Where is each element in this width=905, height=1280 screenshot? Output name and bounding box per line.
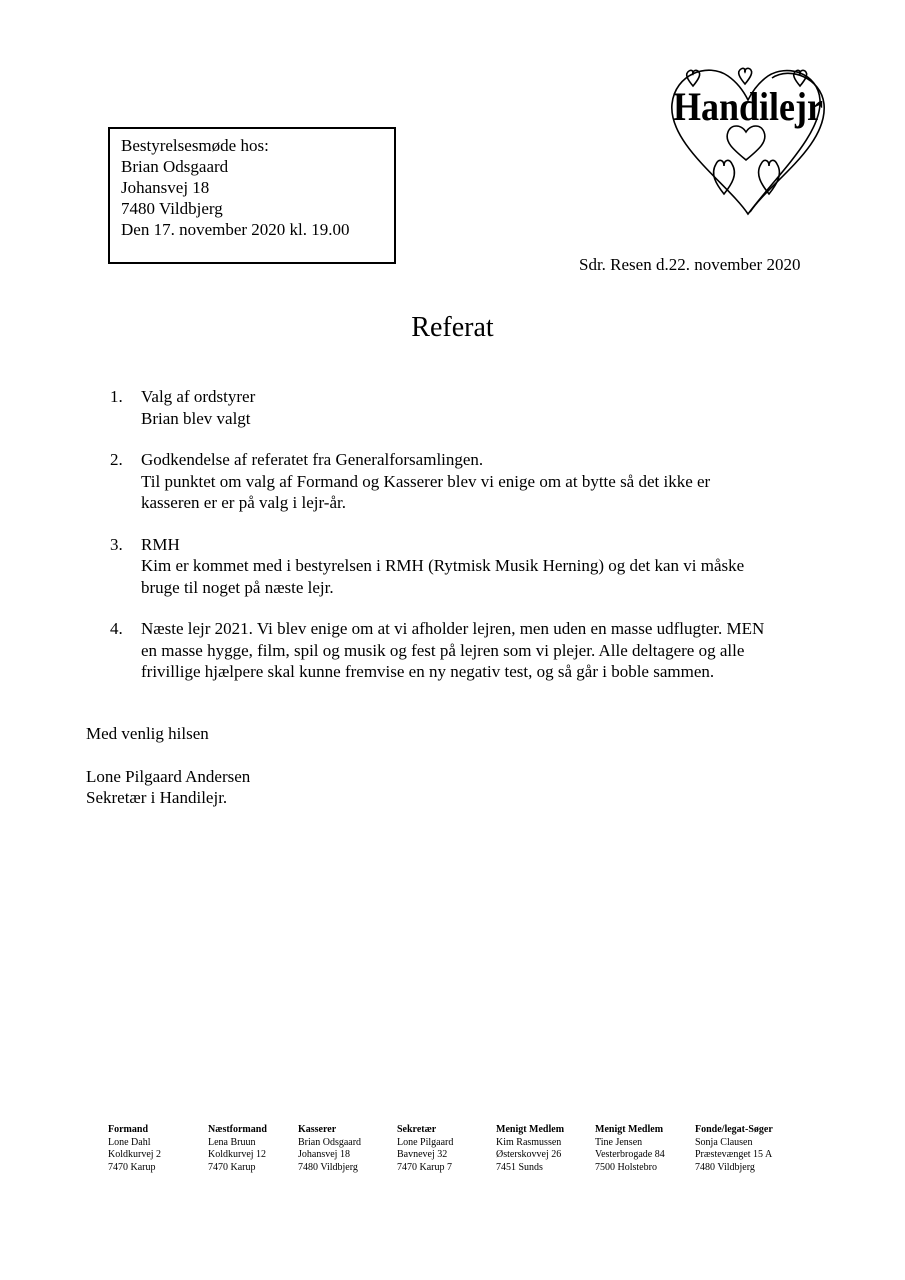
board-member-street: Koldkurvej 2 xyxy=(108,1149,162,1160)
address-line: Bestyrelsesmøde hos: xyxy=(121,136,269,155)
agenda-item xyxy=(110,449,815,514)
board-member-role: Sekretær xyxy=(397,1124,437,1135)
agenda-item-line: kasseren er er på valg i lejr-år. xyxy=(141,493,346,512)
board-member-city: 7470 Karup 7 xyxy=(397,1161,452,1173)
board-member-city: 7470 Karup xyxy=(108,1161,156,1173)
board-member-role: Formand xyxy=(108,1124,148,1135)
board-member-name: Lena Bruun xyxy=(208,1136,256,1148)
agenda-item-number: 2. xyxy=(110,450,123,469)
agenda-item-line: Til punktet om valg af Formand og Kasserer blev vi enige om at bytte så det ikke er xyxy=(141,471,711,491)
board-member-name: Lone Dahl xyxy=(108,1136,151,1148)
address-line: 7480 Vildbjerg xyxy=(121,199,223,218)
meeting-address-box xyxy=(108,127,396,264)
board-members-footer xyxy=(108,1124,808,1184)
closing-block xyxy=(86,723,250,809)
board-member-city: 7500 Holstebro xyxy=(595,1161,657,1173)
board-member-role: Kasserer xyxy=(298,1124,337,1135)
document-date: Sdr. Resen d.22. november 2020 xyxy=(579,255,801,274)
board-member-city: 7480 Vildbjerg xyxy=(298,1161,358,1173)
page-title: Referat xyxy=(411,312,494,343)
agenda-item xyxy=(110,618,815,683)
agenda-list xyxy=(110,386,815,703)
agenda-item-line: bruge til noget på næste lejr. xyxy=(141,577,334,597)
board-member-street: Koldkurvej 12 xyxy=(208,1149,267,1160)
board-member-name: Lone Pilgaard xyxy=(397,1136,454,1148)
board-member xyxy=(695,1124,773,1174)
board-member-name: Tine Jensen xyxy=(595,1136,643,1148)
board-member-city: 7451 Sunds xyxy=(496,1161,543,1173)
agenda-item xyxy=(110,386,815,429)
board-member-role: Fonde/legat-Søger xyxy=(695,1124,773,1135)
agenda-item-line: RMH xyxy=(141,534,180,554)
board-member xyxy=(496,1124,564,1174)
address-line: Brian Odsgaard xyxy=(121,157,229,176)
agenda-item-number: 4. xyxy=(110,619,123,638)
agenda-item-line: en masse hygge, film, spil og musik og fest på lejren som vi plejer. Alle deltagere og alle xyxy=(141,640,745,660)
agenda-item-line: frivillige hjælpere skal kunne fremvise en ny negativ test, og så går i boble sammen. xyxy=(141,662,715,681)
board-member xyxy=(397,1124,453,1174)
agenda-item-line: Brian blev valgt xyxy=(141,408,251,428)
signature-name: Lone Pilgaard Andersen xyxy=(86,766,251,786)
signature-position: Sekretær i Handilejr. xyxy=(86,788,228,807)
hearts-logo-icon xyxy=(668,64,828,216)
board-member xyxy=(298,1124,361,1174)
closing-greeting: Med venlig hilsen xyxy=(86,724,209,743)
board-member-street: Østerskovvej 26 xyxy=(496,1149,562,1160)
address-line: Johansvej 18 xyxy=(121,178,210,197)
handilejr-logo xyxy=(668,64,828,216)
agenda-item-number: 1. xyxy=(110,387,123,406)
board-member xyxy=(595,1124,665,1174)
board-member-name: Kim Rasmussen xyxy=(496,1136,562,1148)
logo-text: Handilejr xyxy=(673,84,823,129)
board-member-role: Næstformand xyxy=(208,1124,267,1135)
agenda-item-number: 3. xyxy=(110,534,123,554)
board-member-role: Menigt Medlem xyxy=(595,1124,664,1135)
board-member-name: Brian Odsgaard xyxy=(298,1136,362,1148)
board-member-role: Menigt Medlem xyxy=(496,1124,565,1135)
agenda-item-line: Kim er kommet med i bestyrelsen i RMH (Rytmisk Musik Herning) og det kan vi måske xyxy=(141,556,745,575)
board-member xyxy=(208,1124,267,1174)
board-member-street: Vesterbrogade 84 xyxy=(595,1149,665,1160)
board-member-city: 7470 Karup xyxy=(208,1161,256,1173)
board-member xyxy=(108,1124,161,1174)
agenda-item-line: Godkendelse af referatet fra Generalforsamlingen. xyxy=(141,450,484,469)
board-member-name: Sonja Clausen xyxy=(695,1136,753,1148)
board-member-street: Johansvej 18 xyxy=(298,1149,350,1160)
board-member-city: 7480 Vildbjerg xyxy=(695,1161,755,1173)
agenda-item xyxy=(110,534,815,599)
board-member-street: Præstevænget 15 A xyxy=(695,1149,773,1160)
agenda-item-line: Næste lejr 2021. Vi blev enige om at vi afholder lejren, men uden en masse udflugter. MEN xyxy=(141,619,765,638)
board-member-street: Bavnevej 32 xyxy=(397,1149,448,1160)
address-line: Den 17. november 2020 kl. 19.00 xyxy=(121,220,350,239)
agenda-item-line: Valg af ordstyrer xyxy=(141,387,256,406)
